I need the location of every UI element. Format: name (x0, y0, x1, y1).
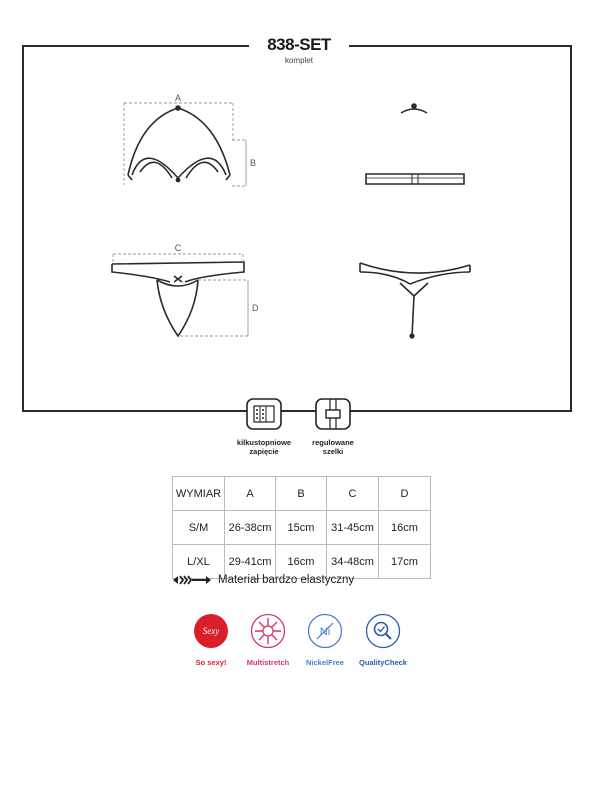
table-cell: 16cm (276, 545, 327, 579)
nickel-free-badge-icon (307, 613, 343, 649)
badge-quality-check (353, 613, 413, 667)
badge-nickel-free (295, 613, 355, 667)
feature-straps-label-2: szelki (322, 447, 344, 456)
so-sexy-badge-icon (193, 613, 229, 649)
table-cell: 29-41cm (225, 545, 276, 579)
badge-label: So sexy! (195, 658, 227, 667)
size-table (172, 476, 431, 579)
stretch-arrows-icon (172, 575, 212, 585)
table-header-cell: D (379, 477, 431, 511)
badge-multistretch (238, 613, 298, 667)
so-sexy-badge-text: Sexy (202, 626, 220, 636)
panty-back-drawing (360, 263, 470, 338)
dim-label-d: D (252, 303, 259, 313)
table-cell: 17cm (379, 545, 431, 579)
feature-closure (233, 395, 295, 456)
adjustable-strap-icon (312, 395, 354, 433)
feature-straps (305, 395, 361, 456)
quality-check-badge-icon (365, 613, 401, 649)
feature-closure-label-1: kilkustopniowe (236, 438, 292, 447)
table-header-cell: WYMIAR (173, 477, 225, 511)
product-subtitle: komplet (284, 56, 313, 65)
elastic-material-note (172, 574, 354, 586)
feature-closure-label-2: zapięcie (249, 447, 279, 456)
nickel-free-badge-text: Ni (319, 626, 331, 638)
table-cell: 31-45cm (327, 511, 379, 545)
bra-front-drawing (128, 106, 230, 182)
hook-eye-closure-icon (243, 395, 285, 433)
table-cell: 16cm (379, 511, 431, 545)
dimension-guides-c-d (113, 254, 248, 336)
table-header-cell: C (327, 477, 379, 511)
badge-label: NickelFree (306, 658, 344, 667)
badge-label: QualityCheck (359, 658, 407, 667)
table-cell: 26-38cm (225, 511, 276, 545)
dim-label-b: B (250, 158, 257, 168)
table-header-row (173, 477, 431, 511)
dim-label-c: C (174, 243, 182, 253)
table-header-cell: B (276, 477, 327, 511)
badge-so-sexy (181, 613, 241, 667)
bra-back-drawing (366, 104, 464, 184)
table-cell: S/M (173, 511, 225, 545)
dim-label-a: A (174, 93, 182, 103)
table-cell: L/XL (173, 545, 225, 579)
table-header-cell: A (225, 477, 276, 511)
panty-front-drawing (112, 262, 244, 336)
table-cell: 15cm (276, 511, 327, 545)
table-cell: 34-48cm (327, 545, 379, 579)
multistretch-badge-icon (250, 613, 286, 649)
product-code: 838-SET (267, 35, 331, 54)
table-row (173, 511, 431, 545)
dimension-guides-a-b (124, 103, 246, 186)
elastic-note-text: Materiał bardzo elastyczny (218, 574, 355, 586)
badge-label: Multistretch (246, 658, 290, 667)
feature-straps-label-1: regulowane (312, 438, 354, 447)
